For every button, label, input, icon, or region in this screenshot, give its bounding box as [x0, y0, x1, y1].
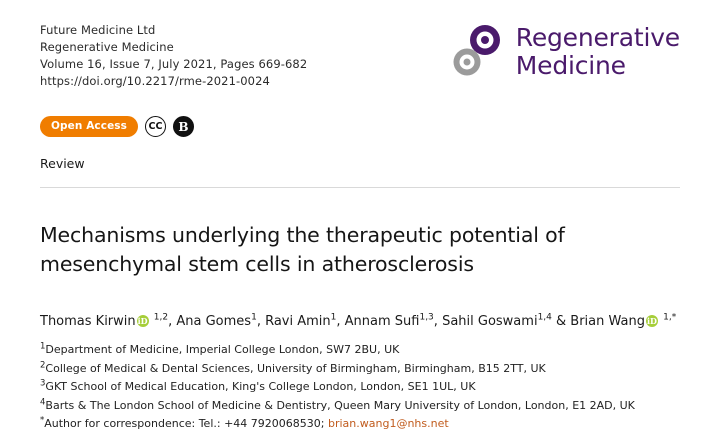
author-separator: & [551, 314, 571, 329]
author-separator: , [433, 314, 443, 329]
page-header [40, 22, 680, 90]
author-affiliation-refs: 1,4 [537, 312, 552, 323]
author-separator: , [256, 314, 266, 329]
journal-metadata-block [40, 22, 307, 90]
affiliation-text: Department of Medicine, Imperial College London, SW7 2BU, UK [45, 343, 400, 356]
orcid-icon[interactable]: iD [137, 316, 148, 326]
affiliation-list [40, 341, 680, 434]
affiliation-marker: 3 [40, 378, 46, 389]
author-name[interactable]: Annam Sufi [344, 314, 420, 329]
affiliation-text: Barts & The London School of Medicine & Dentistry, Queen Mary University of London, London, E1 2AD, UK [45, 398, 635, 412]
affiliation-item [40, 341, 680, 360]
corresponding-text: Author for correspondence: Tel.: +44 7920068530; [44, 417, 328, 430]
affiliation-item [40, 397, 680, 416]
author-name[interactable]: Ana Gomes [176, 314, 252, 329]
open-access-badge[interactable]: Open Access [40, 116, 138, 137]
author-affiliation-refs: 1 [330, 312, 337, 323]
author-list [40, 311, 680, 332]
affiliation-marker: 4 [40, 396, 46, 407]
publisher-name: Future Medicine Ltd [40, 23, 156, 37]
doi-link[interactable]: https://doi.org/10.2217/rme-2021-0024 [40, 74, 270, 88]
journal-logo-text [516, 24, 680, 80]
corresponding-author-line [40, 415, 680, 434]
affiliation-text: College of Medical & Dental Sciences, University of Birmingham, Birmingham, B15 2TT, UK [45, 361, 546, 375]
author-name[interactable]: Thomas Kirwin [40, 314, 136, 329]
corresponding-marker: * [40, 415, 45, 426]
header-divider [40, 187, 680, 188]
creative-commons-icon[interactable]: CC [145, 116, 166, 137]
volume-issue-pages: Volume 16, Issue 7, July 2021, Pages 669-682 [40, 57, 308, 71]
affiliation-marker: 2 [40, 359, 46, 370]
article-type-label: Review [40, 156, 85, 171]
author-name[interactable]: Sahil Goswami [442, 314, 538, 329]
journal-logo-line1: Regenerative [515, 23, 680, 52]
author-affiliation-refs: 1 [251, 312, 257, 323]
author-name[interactable]: Ravi Amin [265, 314, 331, 329]
journal-name: Regenerative Medicine [40, 40, 174, 54]
affiliation-item [40, 360, 680, 379]
journal-logo-mark-icon [453, 24, 507, 78]
author-affiliation-refs: 1,* [663, 312, 677, 323]
author-affiliation-refs: 1,3 [419, 312, 434, 323]
open-access-row [40, 116, 680, 137]
affiliation-text: GKT School of Medical Education, King's College London, London, SE1 1UL, UK [45, 380, 476, 393]
author-affiliation-refs: 1,2 [153, 312, 169, 323]
corresponding-email-link[interactable]: brian.wang1@nhs.net [327, 417, 449, 430]
journal-logo[interactable] [453, 22, 680, 80]
author-separator: , [336, 314, 345, 329]
orcid-icon[interactable]: iD [647, 316, 657, 326]
page-title: Mechanisms underlying the therapeutic potential of mesenchymal stem cells in atherosclerosis [40, 223, 565, 276]
author-name[interactable]: Brian Wang [570, 314, 645, 329]
author-separator: , [168, 314, 177, 329]
journal-logo-line2: Medicine [515, 51, 626, 80]
cc-by-attribution-icon[interactable]: B [173, 116, 194, 137]
affiliation-item [40, 378, 680, 397]
affiliation-marker: 1 [40, 341, 46, 352]
